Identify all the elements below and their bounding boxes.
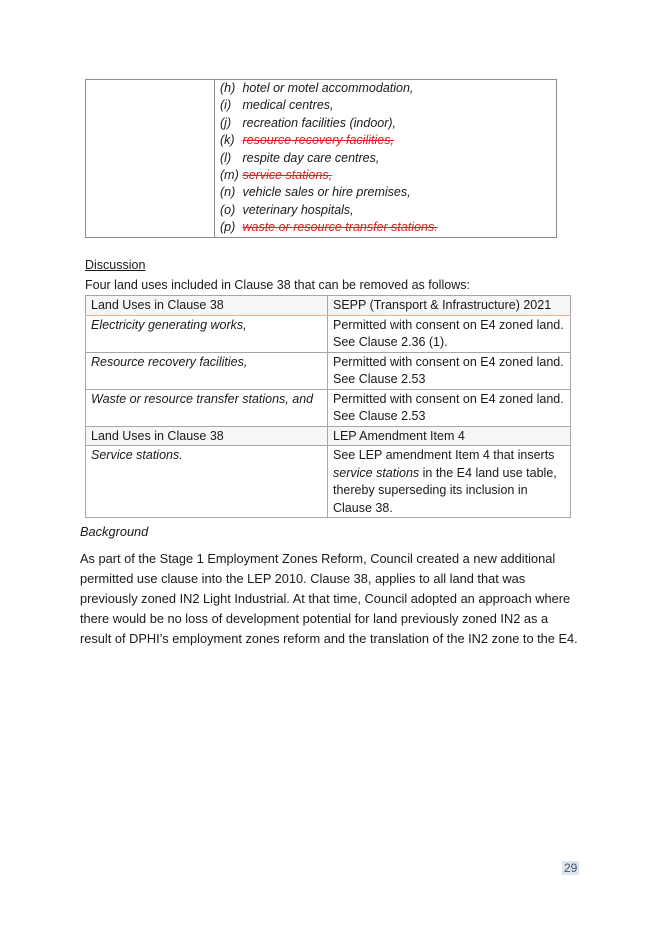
header-cell: SEPP (Transport & Infrastructure) 2021: [328, 296, 571, 316]
list-marker: (m): [220, 167, 239, 182]
table-header-row: [86, 296, 571, 316]
land-use-text: veterinary hospitals,: [242, 202, 354, 217]
status-cell: Permitted with consent on E4 zoned land. See Clause 2.53: [328, 389, 571, 426]
status-text: in the E4 land use table, thereby superseding its inclusion in Clause 38.: [333, 465, 557, 515]
land-use-text: vehicle sales or hire premises,: [242, 185, 411, 200]
table-row: [86, 352, 571, 389]
table-row: [86, 389, 571, 426]
land-use-text: recreation facilities (indoor),: [242, 115, 397, 130]
header-cell: LEP Amendment Item 4: [328, 426, 571, 446]
background-heading: Background: [80, 524, 149, 539]
deleted-land-use: waste or resource transfer stations.: [242, 220, 438, 235]
empty-cell: [86, 80, 215, 238]
list-marker: (l): [220, 150, 232, 165]
list-marker: (o): [220, 202, 236, 217]
table-row: [86, 315, 571, 352]
header-cell: Land Uses in Clause 38: [86, 426, 328, 446]
discussion-intro: Four land uses included in Clause 38 that can be removed as follows:: [85, 278, 470, 292]
deleted-land-use: service stations,: [242, 167, 333, 182]
land-use-cell: Resource recovery facilities,: [86, 352, 328, 389]
status-cell: [328, 446, 571, 518]
land-use-cell: Service stations.: [86, 446, 328, 518]
deleted-land-use: resource recovery facilities,: [242, 133, 394, 148]
list-item: [215, 219, 556, 236]
land-use-text: respite day care centres,: [242, 150, 380, 165]
list-item: [215, 150, 556, 167]
land-use-cell: Waste or resource transfer stations, and: [86, 389, 328, 426]
table-subheader-row: [86, 426, 571, 446]
list-item: [215, 132, 556, 149]
list-item: [215, 202, 556, 219]
land-use-text: medical centres,: [242, 98, 334, 113]
land-use-list-table: [85, 79, 557, 238]
list-item: [215, 115, 556, 132]
list-marker: (i): [220, 98, 232, 113]
page-number: 29: [564, 861, 578, 875]
list-marker: (n): [220, 185, 236, 200]
discussion-table: [85, 295, 571, 518]
discussion-heading: Discussion: [85, 258, 146, 272]
land-use-text: hotel or motel accommodation,: [242, 81, 414, 95]
land-use-list: [215, 80, 556, 237]
list-item: [215, 167, 556, 184]
list-item: [215, 184, 556, 201]
background-paragraph: As part of the Stage 1 Employment Zones Reform, Council created a new additional permitted use clause into the LEP 2010. Clause 38, applies to all land that was previously zoned IN2 Light Industrial. At that time, Council adopted an approach where there would be no loss of development potential for land previously zoned IN2 as a result of DPHI’s employment zones reform and the translation of the IN2 zone to the E4.: [80, 551, 578, 646]
status-text: See LEP amendment Item 4 that inserts: [333, 448, 555, 462]
list-marker: (p): [220, 220, 236, 235]
list-marker: (j): [220, 115, 232, 130]
header-cell: Land Uses in Clause 38: [86, 296, 328, 316]
list-item: [215, 80, 556, 97]
land-use-cell: Electricity generating works,: [86, 315, 328, 352]
land-use-list-cell: [215, 80, 557, 238]
status-cell: Permitted with consent on E4 zoned land. See Clause 2.36 (1).: [328, 315, 571, 352]
list-marker: (h): [220, 81, 236, 95]
list-item: [215, 97, 556, 114]
table-row: [86, 446, 571, 518]
status-text-italic: service stations: [333, 465, 420, 480]
status-cell: Permitted with consent on E4 zoned land. See Clause 2.53: [328, 352, 571, 389]
list-marker: (k): [220, 133, 235, 148]
